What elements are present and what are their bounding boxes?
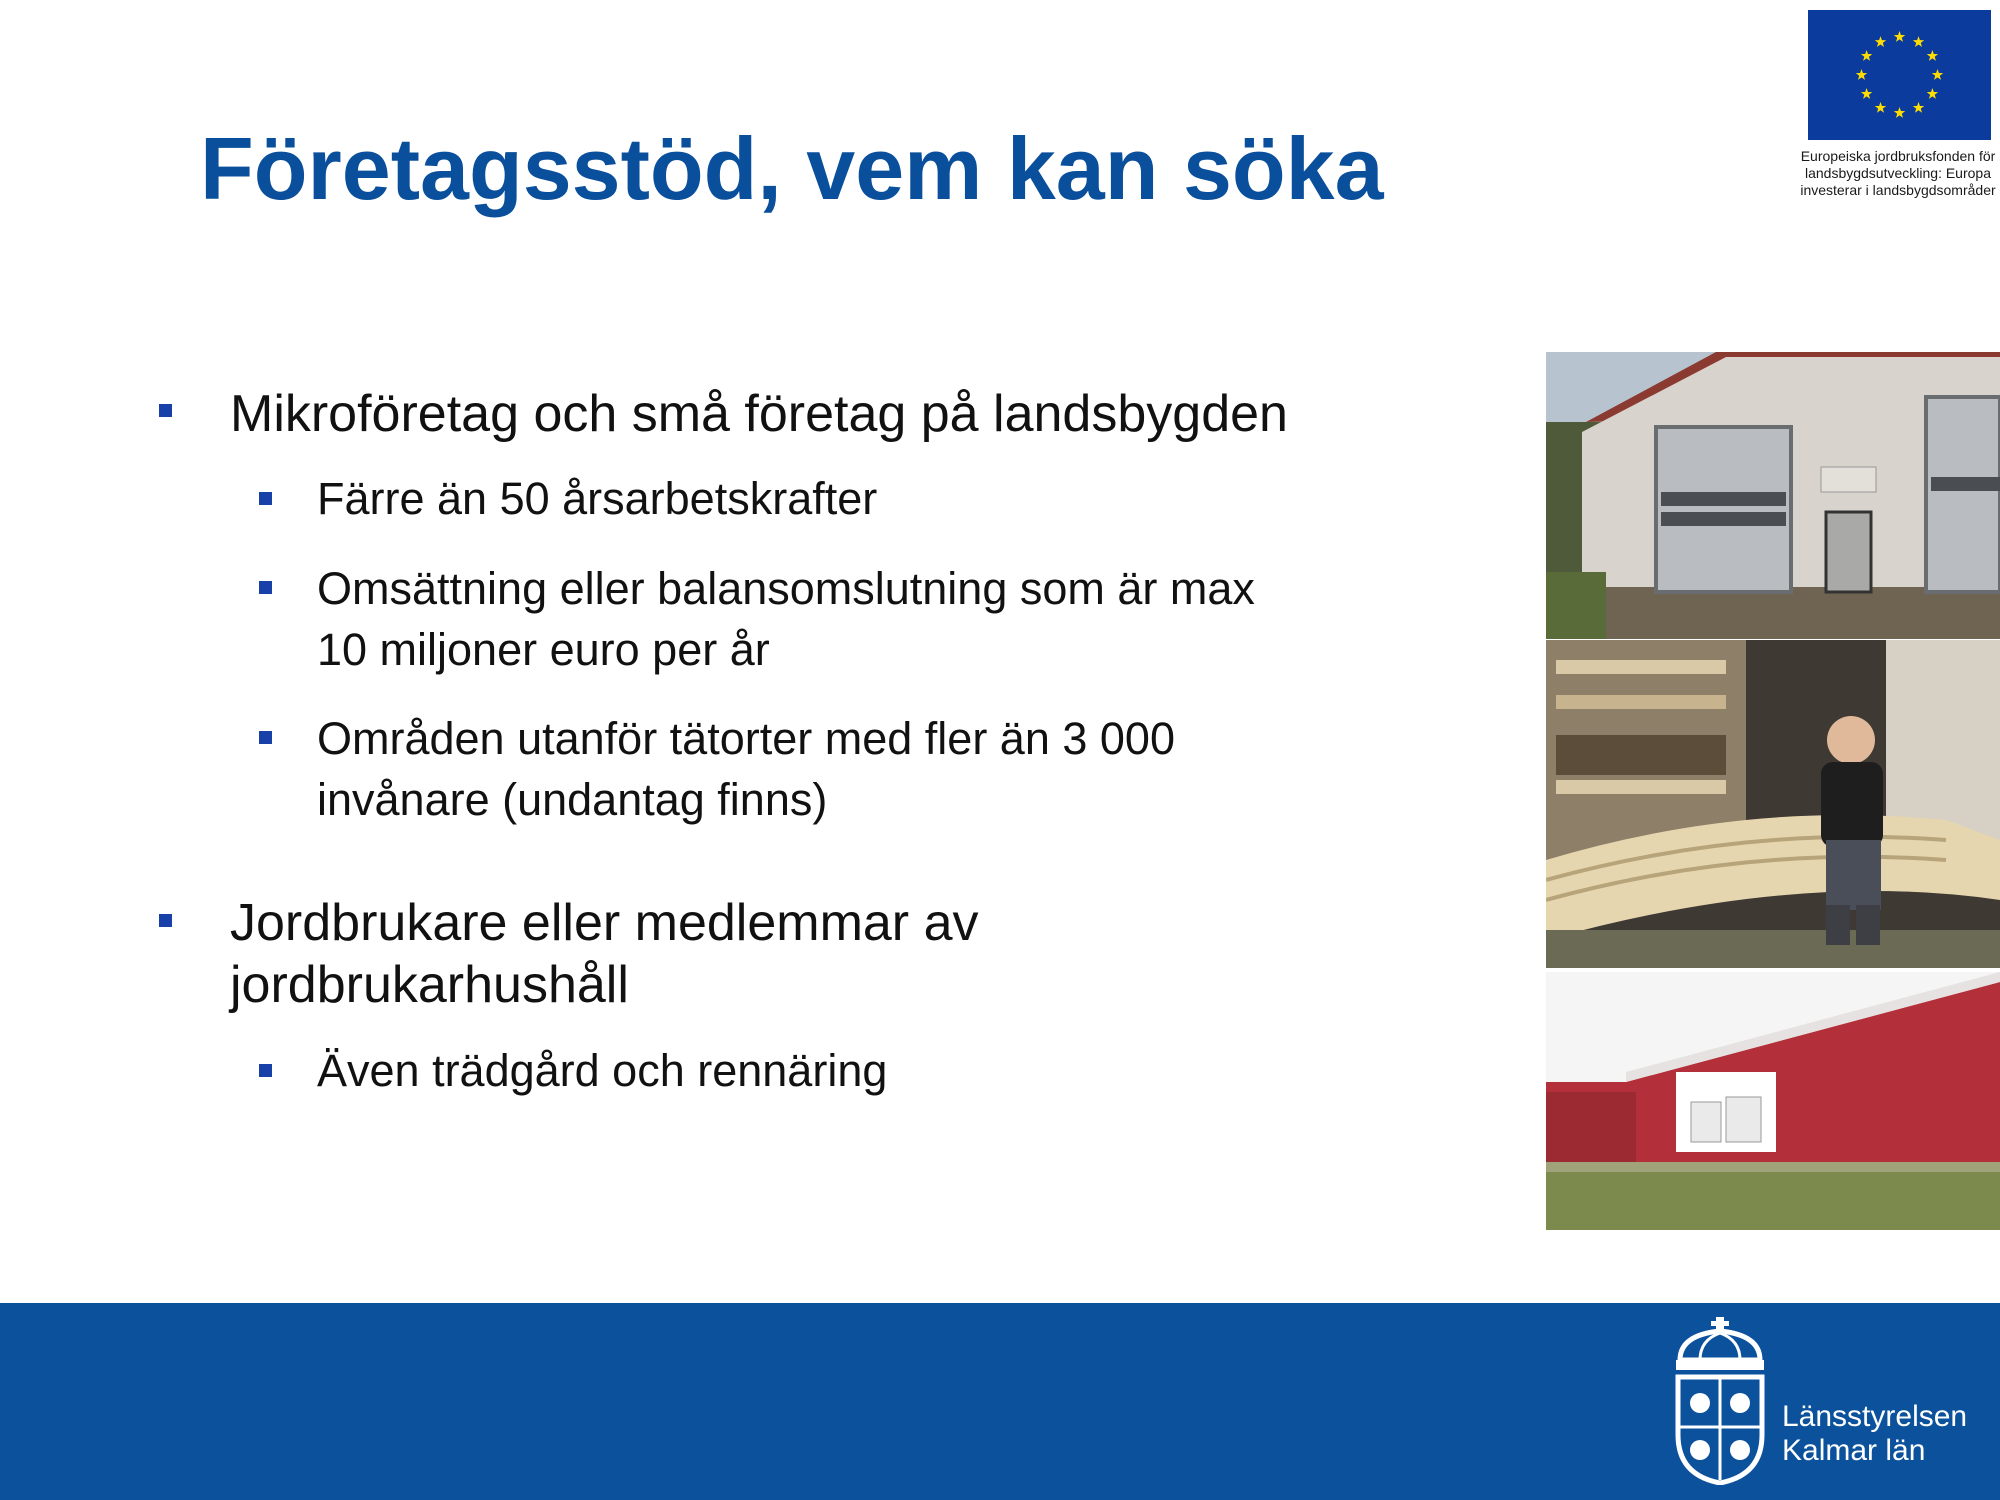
eu-caption — [1800, 148, 1996, 199]
eu-star-icon — [1913, 102, 1924, 113]
eu-caption-line: investerar i landsbygdsområder — [1800, 182, 1996, 198]
coat-of-arms-icon — [1670, 1315, 1770, 1485]
bullet-text: Jordbrukare eller medlemmar av — [230, 894, 979, 952]
bullet-square-icon — [259, 492, 272, 505]
bullet-text: Även trädgård och rennäring — [317, 1045, 888, 1096]
bullet-square-icon — [259, 581, 272, 594]
eu-caption-line: Europeiska jordbruksfonden för — [1800, 148, 1996, 164]
bullet-text: jordbrukarhushåll — [230, 956, 629, 1014]
bullet-text: invånare (undantag finns) — [317, 774, 828, 825]
eu-star-icon — [1875, 102, 1886, 113]
bullet-square-icon — [159, 914, 172, 927]
org-name-line1: Länsstyrelsen — [1782, 1400, 1968, 1433]
organization-name — [1782, 1400, 1967, 1468]
eu-star-icon — [1861, 88, 1872, 99]
bullet-text: Områden utanför tätorter med fler än 3 000 — [317, 713, 1175, 764]
eu-star-icon — [1894, 107, 1905, 118]
eu-star-icon — [1927, 88, 1938, 99]
eu-star-icon — [1894, 31, 1905, 42]
red-barn-photo — [1546, 972, 2000, 1230]
eu-flag-icon — [1808, 10, 1991, 140]
bullet-square-icon — [259, 1064, 272, 1077]
bullet-text: Omsättning eller balansomslutning som är max — [317, 563, 1255, 614]
bullet-square-icon — [159, 404, 172, 417]
bullet-text: Mikroföretag och små företag på landsbygden — [230, 385, 1288, 443]
eu-star-icon — [1875, 36, 1886, 47]
eu-star-icon — [1913, 36, 1924, 47]
bullet-square-icon — [259, 731, 272, 744]
woodworker-photo — [1546, 640, 2000, 968]
bullet-text: Färre än 50 årsarbetskrafter — [317, 473, 878, 524]
building-photo — [1546, 352, 2000, 639]
eu-star-icon — [1927, 50, 1938, 61]
bullet-text: 10 miljoner euro per år — [317, 624, 770, 675]
eu-star-icon — [1856, 69, 1867, 80]
org-name-line2: Kalmar län — [1782, 1434, 1926, 1467]
eu-star-icon — [1861, 50, 1872, 61]
eu-caption-line: landsbygdsutveckling: Europa — [1804, 165, 1991, 181]
slide-title: Företagsstöd, vem kan söka — [200, 119, 1384, 218]
eu-star-icon — [1932, 69, 1943, 80]
